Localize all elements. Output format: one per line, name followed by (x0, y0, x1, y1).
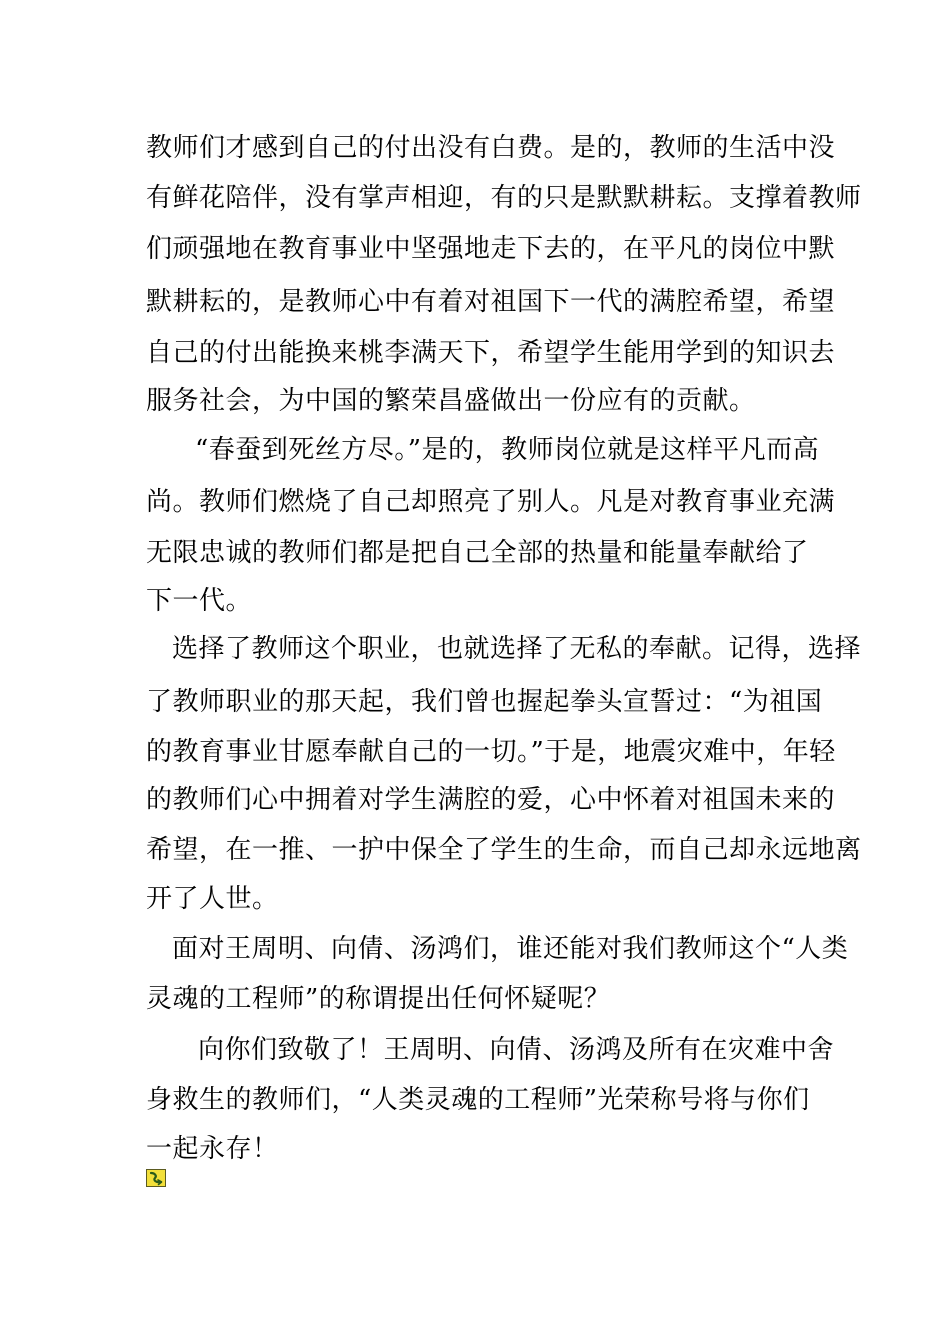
text-line: 下一代。 (146, 586, 253, 616)
text-line: 们顽强地在教育事业中坚强地走下去的，在平凡的岗位中默 (146, 234, 836, 264)
text-line: 开了人世。 (146, 884, 279, 914)
text-line: 向你们致敬了！王周明、向倩、汤鸿及所有在灾难中舍 (198, 1035, 835, 1065)
text-line: 面对王周明、向倩、汤鸿们，谁还能对我们教师这个“人类 (172, 934, 849, 964)
text-line: 灵魂的工程师”的称谓提出任何怀疑呢？ (146, 984, 611, 1014)
text-line: 自己的付出能换来桃李满天下，希望学生能用学到的知识去 (146, 338, 836, 368)
text-line: 选择了教师这个职业，也就选择了无私的奉献。记得，选择 (172, 634, 862, 664)
text-line: 希望，在一推、一护中保全了学生的生命，而自己却永远地离 (146, 835, 862, 865)
text-line: 一起永存！ (146, 1134, 279, 1164)
text-line: 无限忠诚的教师们都是把自己全部的热量和能量奉献给了 (146, 538, 809, 568)
text-line: 有鲜花陪伴，没有掌声相迎，有的只是默默耕耘。支撑着教师 (146, 183, 862, 213)
text-line: 的教师们心中拥着对学生满腔的爱，心中怀着对祖国未来的 (146, 785, 836, 815)
text-line: 的教育事业甘愿奉献自己的一切。”于是，地震灾难中，年轻 (146, 737, 836, 767)
text-line: 教师们才感到自己的付出没有白费。是的，教师的生活中没 (146, 133, 836, 163)
text-line: 默耕耘的，是教师心中有着对祖国下一代的满腔希望，希望 (146, 287, 836, 317)
text-line: 身救生的教师们，“人类灵魂的工程师”光荣称号将与你们 (146, 1085, 810, 1115)
text-line: 服务社会，为中国的繁荣昌盛做出一份应有的贡献。 (146, 386, 756, 416)
document-link-icon[interactable] (146, 1169, 166, 1187)
text-line: “春蚕到死丝方尽。”是的，教师岗位就是这样平凡而高 (195, 435, 820, 465)
text-line: 尚。教师们燃烧了自己却照亮了别人。凡是对教育事业充满 (146, 487, 836, 517)
text-line: 了教师职业的那天起，我们曾也握起拳头宣誓过：“为祖国 (146, 687, 823, 717)
